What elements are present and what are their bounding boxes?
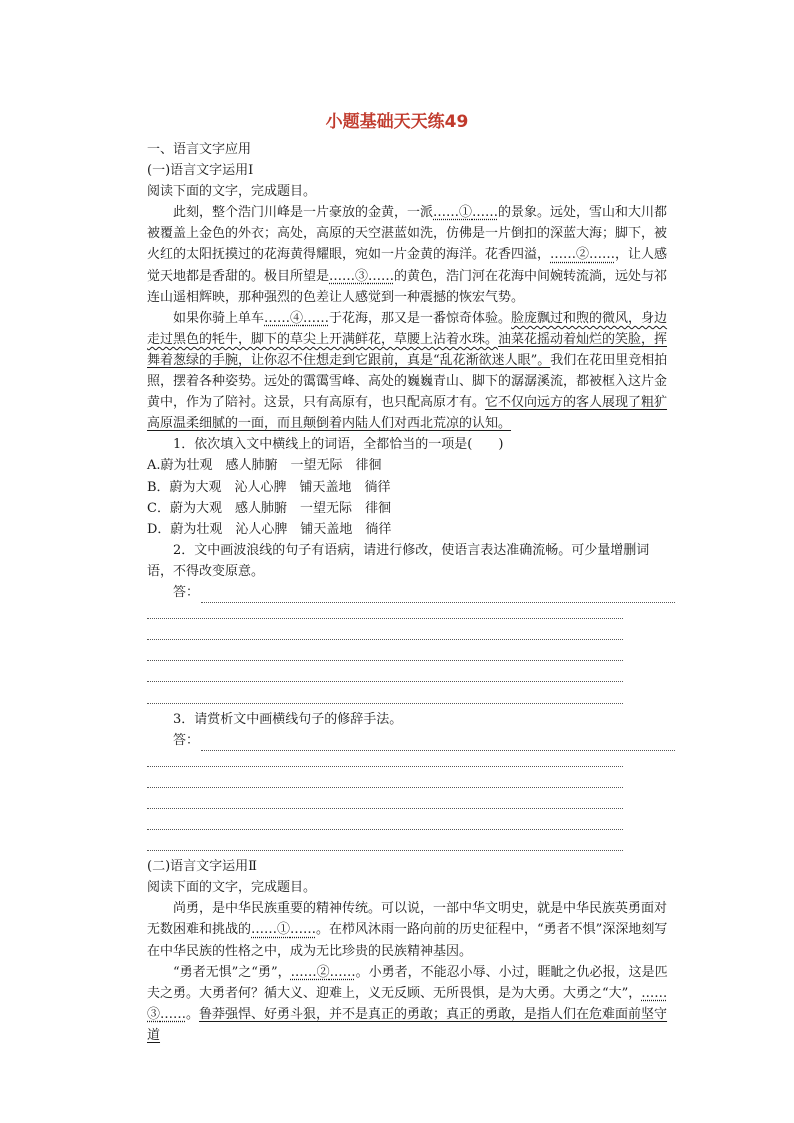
answer-line[interactable] [147, 603, 675, 624]
wavy-underlined-sentence: 脸庞飘过和煦的微风，身边走过黑色的牦牛，脚下的草尖上开满鲜花，草腰上沾着水珠。 [147, 310, 668, 347]
blank-3: ……③…… [329, 268, 395, 284]
document-body [147, 139, 675, 1046]
answer-line[interactable] [147, 793, 675, 814]
passage-paragraph-2 [147, 308, 675, 435]
text-segment: 的黄色，浩门河在花海中间婉转流淌，远处与祁连山遥相辉映，那种强烈的色差让人感觉到一种震撼的恢宏气势。 [147, 268, 668, 305]
question-2: 2．文中画波浪线的句子有语病，请进行修改，使语言表达准确流畅。可少量增删词语，不得改变原意。 [147, 542, 650, 579]
blank-4: ……④…… [264, 310, 330, 326]
answer-label: 答： [173, 732, 200, 748]
text-segment: ，让人感觉天地都是香甜的。极目所望是 [147, 247, 668, 284]
section-heading: 一、语言文字应用 [147, 142, 252, 157]
text-segment: 。在栉风沐雨一路向前的历史征程中，“勇者不惧”深深地刻写在中华民族的性格之中，成为无比珍贵的民族精神基因。 [147, 922, 668, 959]
answer-line[interactable] [147, 751, 675, 772]
page-title: 小题基础天天练49 [325, 112, 469, 132]
blank-1: ……①…… [251, 922, 317, 938]
text-segment: 我们在花田里竞相拍照，摆着各种姿势。远处的霭霭雪峰、高处的巍巍青山、脚下的潺潺溪流，都被框入这片金黄中，作为了陪衬。这景，只有高原有，也只配高原才有。 [147, 352, 668, 411]
passage-paragraph-3 [147, 898, 675, 961]
text-segment: “勇者无惧”之“勇”， [173, 964, 291, 980]
text-segment: 尚勇，是中华民族重要的精神传统。可以说，一部中华文明史，就是中华民族英勇面对无数困难和挑战的 [147, 901, 668, 938]
question-1: 1．依次填入文中横线上的词语，全都恰当的一项是( ) [173, 437, 504, 453]
reading-instruction-1: 阅读下面的文字，完成题目。 [147, 184, 317, 200]
blank-1: ……①…… [433, 205, 499, 221]
answer-line[interactable] [147, 624, 675, 645]
blank-3: ……③…… [147, 985, 668, 1022]
underlined-sentence-3: 鲁莽强悍、好勇斗狠，并不是真正的勇敢；真正的勇敢，是指人们在危难面前坚守道 [147, 1006, 668, 1043]
underlined-sentence-2: 它不仅向远方的客人展现了粗犷高原温柔细腻的一面，而且颠倒着内陆人们对西北荒凉的认知。 [147, 395, 668, 432]
option-a: A.蔚为壮观 感人肺腑 一望无际 徘徊 [147, 458, 382, 474]
option-b: B．蔚为大观 沁人心脾 铺天盖地 徜徉 [147, 479, 391, 495]
blank-2: ……②…… [550, 247, 616, 263]
reading-instruction-2: 阅读下面的文字，完成题目。 [147, 880, 317, 896]
text-segment: 。小勇者，不能忍小辱、小过，睚眦之仇必报，这是匹夫之勇。大勇者何？循大义、迎难上，义无反顾、无所畏惧，是为大勇。大勇之“大”， [147, 964, 668, 1001]
text-segment: 于花海，那又是一番惊奇体验。 [329, 310, 512, 326]
answer-line[interactable] [147, 772, 675, 793]
option-c: C．蔚为大观 感人肺腑 一望无际 徘徊 [147, 500, 391, 516]
question-3: 3．请赏析文中画横线句子的修辞手法。 [173, 711, 403, 727]
answer-line[interactable] [147, 687, 675, 708]
text-segment: 的景象。远处，雪山和大川都被覆盖上金色的外衣；高处，高原的天空湛蓝如洗，仿佛是一片倒扣的深蓝大海；脚下，被火红的太阳抚摸过的花海黄得耀眼，宛如一片金黄的海洋。花香四溢， [147, 205, 668, 263]
answer-line[interactable] [147, 814, 675, 835]
answer-line[interactable] [147, 835, 675, 856]
answer-label: 答： [173, 584, 200, 600]
text-segment: 如果你骑上单车 [173, 310, 265, 326]
underlined-sentence-1: 油菜花摇动着灿烂的笑脸，挥舞着葱绿的手腕，让你忍不住想走到它跟前，真是“乱花渐欲迷人眼”。 [147, 331, 668, 368]
answer-line-q2[interactable] [147, 582, 675, 603]
blank-2: ……②…… [290, 964, 356, 980]
text-segment: 此刻，整个浩门川峰是一片豪放的金黄，一派 [173, 205, 434, 221]
answer-line-q3[interactable] [147, 730, 675, 751]
subsection-heading-2: (二)语言文字运用Ⅱ [147, 859, 257, 875]
answer-line[interactable] [147, 645, 675, 666]
text-segment: 。 [186, 1006, 200, 1022]
passage-paragraph-4 [147, 962, 675, 1046]
subsection-heading-1: (一)语言文字运用Ⅰ [147, 163, 254, 179]
option-d: D．蔚为壮观 沁人心脾 铺天盖地 徜徉 [147, 521, 392, 537]
passage-paragraph-1 [147, 202, 675, 307]
answer-line[interactable] [147, 666, 675, 687]
